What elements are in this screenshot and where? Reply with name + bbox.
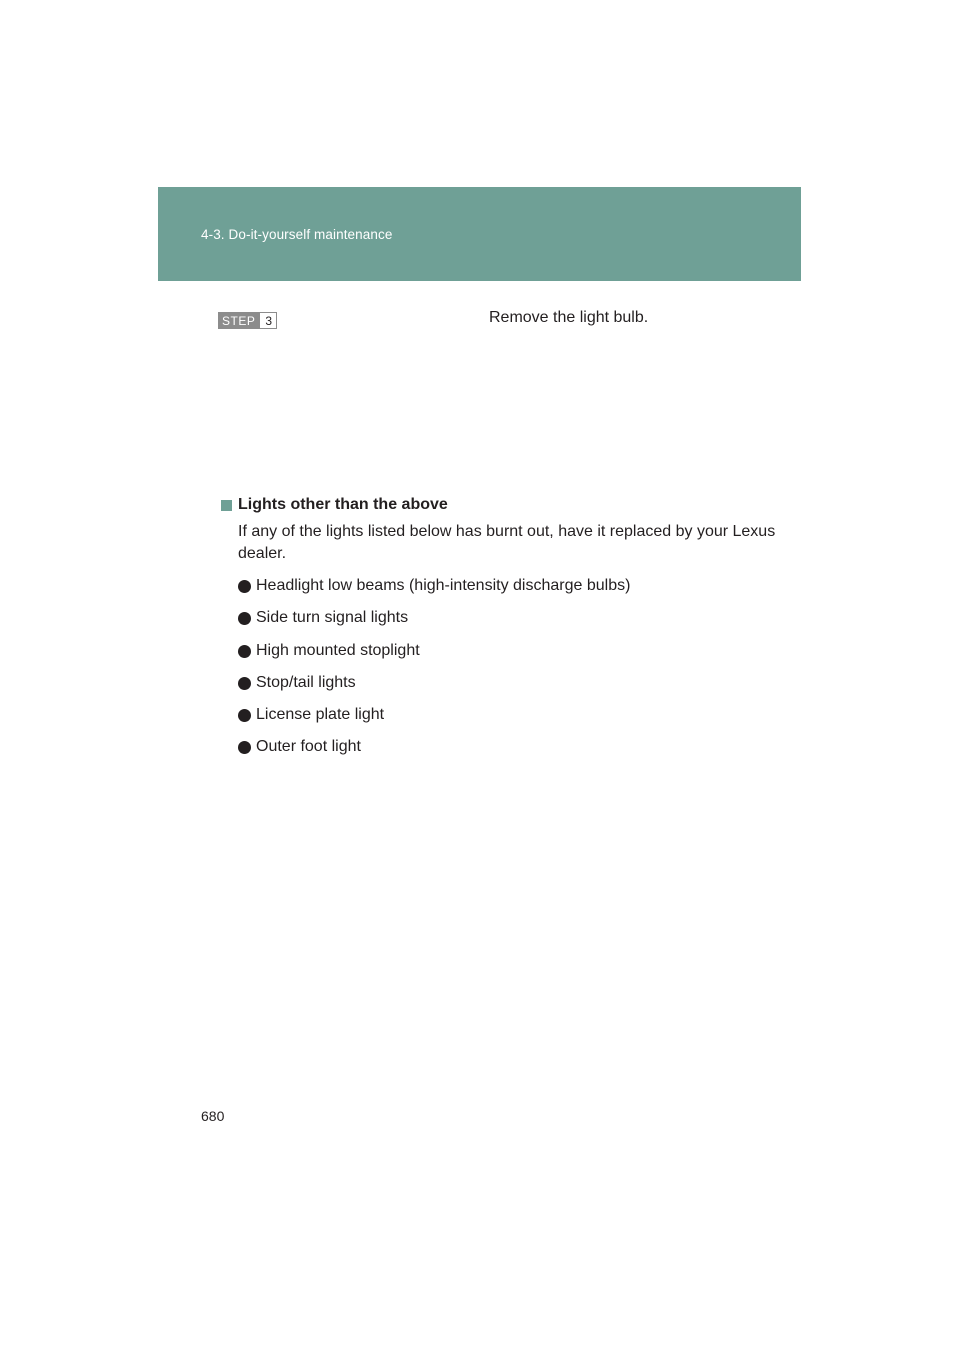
step-badge-number: 3 [260,312,277,329]
bullet-dot-icon [238,612,251,625]
step-instruction: Remove the light bulb. [489,309,649,326]
subsection-heading [221,496,448,514]
section-header-band [158,187,801,281]
bullet-dot-icon [238,645,251,658]
bullet-dot-icon [238,580,251,593]
page-number: 680 [201,1108,225,1124]
subsection-intro: If any of the lights listed below has burnt out, have it replaced by your Lexus dealer. [238,523,776,562]
lights-list [238,575,630,769]
list-item: Headlight low beams (high-intensity discharge bulbs) [238,575,630,607]
list-item: Side turn signal lights [238,607,630,639]
list-item: Outer foot light [238,736,630,768]
square-bullet-icon [221,500,232,511]
list-item: High mounted stoplight [238,640,630,672]
bullet-dot-icon [238,709,251,722]
list-item: License plate light [238,704,630,736]
step-badge-label: STEP [218,312,260,329]
list-item: Stop/tail lights [238,672,630,704]
subsection-heading-text: Lights other than the above [238,496,448,513]
bullet-dot-icon [238,677,251,690]
bullet-dot-icon [238,741,251,754]
section-title: 4-3. Do-it-yourself maintenance [201,227,393,242]
step-badge [218,312,277,329]
